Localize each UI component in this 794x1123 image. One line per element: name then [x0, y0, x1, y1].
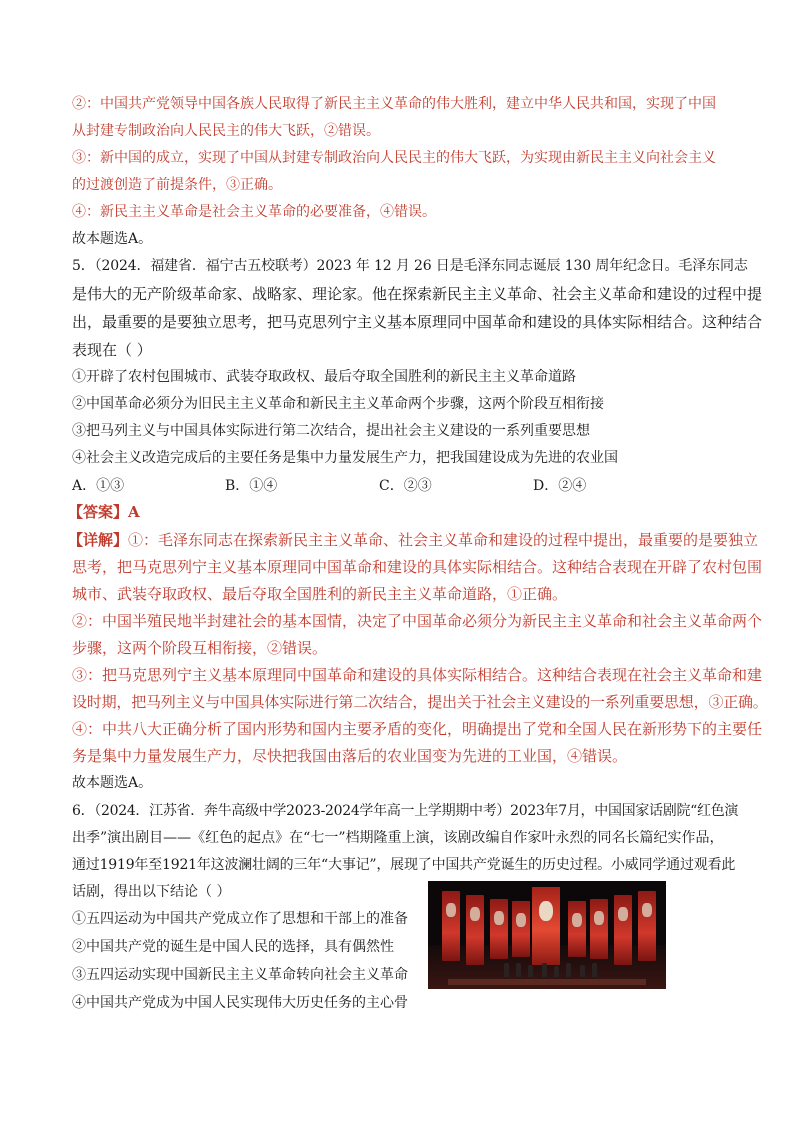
- answer-label: 【答案】A: [68, 503, 140, 521]
- question-5-stem: 表现在（ ）: [72, 341, 152, 359]
- question-6-stem: 通过1919年至1921年这波澜壮阔的三年“大事记”，展现了中国共产党诞生的历史过程。小威同学通过观看此: [72, 857, 736, 873]
- question-6-item: ④中国共产党成为中国人民实现伟大历史任务的主心骨: [72, 995, 408, 1011]
- conclusion-line: 故本题选A。: [72, 775, 153, 791]
- analysis-line: 思考，把马克思列宁主义基本原理同中国革命和建设的具体实际相结合。这种结合表现在开辟了农村包围: [72, 558, 763, 576]
- analysis-line: 城市、武装夺取政权、最后夺取全国胜利的新民主主义革命道路，①正确。: [72, 585, 568, 603]
- portrait-banner: [590, 899, 608, 959]
- question-6-stem: 出季”演出剧目——《红色的起点》在“七一”档期隆重上演，该剧改编自作家叶永烈的同名长篇纪实作品，: [72, 830, 724, 846]
- question-6-item: ①五四运动为中国共产党成立作了思想和干部上的准备: [72, 911, 408, 927]
- analysis-text: ①：毛泽东同志在探索新民主主义革命、社会主义革命和建设的过程中提出，最重要的是要独立: [128, 531, 759, 549]
- explanation-line: ④：新民主主义革命是社会主义革命的必要准备，④错误。: [72, 204, 436, 220]
- question-5-item: ①开辟了农村包围城市、武装夺取政权、最后夺取全国胜利的新民主主义革命道路: [72, 369, 576, 385]
- explanation-line: ③：新中国的成立，实现了中国从封建专制政治向人民民主的伟大飞跃，为实现由新民主主义向社会主义: [72, 150, 716, 166]
- analysis-line: 设时期，把马列主义与中国具体实际进行第二次结合，提出关于社会主义建设的一系列重要思想，③正确。: [72, 693, 768, 711]
- stage-floor: [448, 979, 646, 985]
- conclusion-line: 故本题选A。: [72, 231, 153, 247]
- analysis-line: ④：中共八大正确分析了国内形势和国内主要矛盾的变化，明确提出了党和全国人民在新形势下的主要任: [72, 720, 763, 738]
- drama-stage-photo: [428, 881, 666, 989]
- analysis-line: ②：中国半殖民地半封建社会的基本国情，决定了中国革命必须分为新民主主义革命和社会主义革命两个: [72, 612, 763, 630]
- question-5-item: ④社会主义改造完成后的主要任务是集中力量发展生产力，把我国建设成为先进的农业国: [72, 450, 618, 466]
- question-5-item: ②中国革命必须分为旧民主主义革命和新民主主义革命两个步骤，这两个阶段互相衔接: [72, 396, 604, 412]
- analysis-line: 务是集中力量发展生产力，尽快把我国由落后的农业国变为先进的工业国，④错误。: [72, 747, 628, 765]
- option-a: A．①③: [72, 478, 125, 494]
- question-6-stem: 6．（2024．江苏省．奔牛高级中学2023-2024学年高一上学期期中考）2023年7月，中国国家话剧院“红色演: [72, 803, 739, 819]
- analysis-line: ③：把马克思列宁主义基本原理同中国革命和建设的具体实际相结合。这种结合表现在社会主义革命和建: [72, 666, 763, 684]
- portrait-banner: [490, 899, 508, 959]
- question-5-stem: 5．（2024．福建省．福宁古五校联考）2023 年 12 月 26 日是毛泽东同志诞辰 130 周年纪念日。毛泽东同志: [72, 258, 748, 274]
- option-d: D．②④: [533, 478, 587, 494]
- question-6-item: ③五四运动实现中国新民主主义革命转向社会主义革命: [72, 967, 408, 983]
- explanation-line: 的过渡创造了前提条件，③正确。: [72, 177, 282, 193]
- option-b: B．①④: [225, 478, 278, 494]
- option-c: C．②③: [379, 478, 432, 494]
- question-6-stem: 话剧，得出以下结论（ ）: [72, 884, 231, 900]
- analysis-first-line: [68, 530, 758, 550]
- explanation-line: 从封建专制政治向人民民主的伟大飞跃，②错误。: [72, 123, 380, 139]
- center-portrait-banner: [532, 887, 560, 965]
- question-5-stem: 是伟大的无产阶级革命家、战略家、理论家。他在探索新民主主义革命、社会主义革命和建设的过程中提: [72, 285, 763, 303]
- question-5-stem: 出，最重要的是要独立思考，把马克思列宁主义基本原理同中国革命和建设的具体实际相结合。这种结合: [72, 313, 763, 331]
- portrait-banner: [614, 895, 632, 965]
- explanation-line: ②：中国共产党领导中国各族人民取得了新民主主义革命的伟大胜利，建立中华人民共和国，实现了中国: [72, 96, 716, 112]
- portrait-banner: [466, 895, 484, 965]
- actors-group: [498, 963, 598, 977]
- portrait-banner: [442, 891, 460, 961]
- question-6-item: ②中国共产党的诞生是中国人民的选择，具有偶然性: [72, 939, 394, 955]
- portrait-banner: [638, 891, 656, 961]
- question-5-item: ③把马列主义与中国具体实际进行第二次结合，提出社会主义建设的一系列重要思想: [72, 423, 590, 439]
- analysis-line: 步骤，这两个阶段互相衔接，②错误。: [72, 639, 328, 657]
- portrait-banner: [568, 901, 586, 957]
- portrait-banner: [512, 901, 530, 957]
- analysis-label: 【详解】: [68, 531, 129, 549]
